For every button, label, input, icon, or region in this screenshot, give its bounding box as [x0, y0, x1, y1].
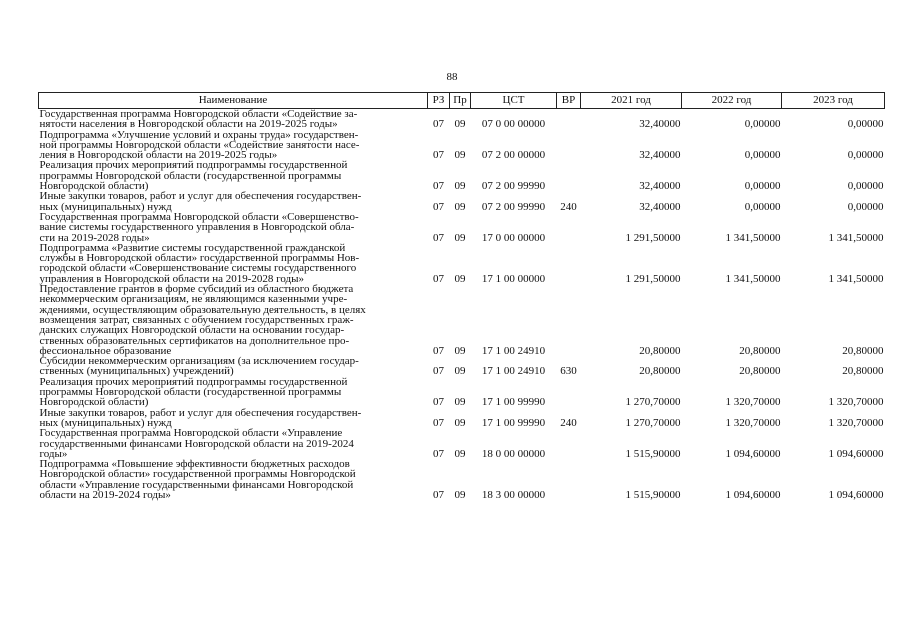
cell-rz: 07	[433, 231, 444, 244]
cell-y2021: 1 291,50000	[625, 231, 681, 244]
header-vr: ВР	[557, 93, 581, 109]
cell-y2021: 1 270,70000	[625, 396, 681, 409]
cell-vr: 240	[560, 416, 577, 429]
cell-vr: 630	[560, 365, 577, 378]
cell-name: Реализация прочих мероприятий подпрограммы государственной программы Новгородской области (государственной программы Новгородской области)	[39, 375, 348, 409]
cell-pr: 09	[454, 231, 466, 244]
cell-cst: 07 2 00 99990	[481, 200, 546, 213]
cell-rz: 07	[433, 365, 444, 378]
cell-name: Предоставление грантов в форме субсидий из областного бюджета некоммерческим организациям, не являющимся казенными учре- ждениями, осуществляющим образовательную деятельность, в целях возмещения затрат, связанных с обучением государственных граж- данских служащих Новгородской области на основании государ- ственных образовательных сертификатов на дополнительное про- фессиональное образование	[39, 283, 366, 357]
cell-name: Подпрограмма «Улучшение условий и охраны труда» государствен- ной программы Новгородской области «Содействие занятости насе- ления в Новгородской области на 2019-2025 годы»	[39, 128, 360, 162]
cell-y2022: 1 094,60000	[725, 488, 781, 501]
table-header-row	[39, 93, 885, 109]
cell-pr: 09	[454, 396, 466, 409]
cell-cst: 17 1 00 99990	[481, 416, 546, 429]
cell-name: Иные закупки товаров, работ и услуг для обеспечения государствен- ных (муниципальных) нужд	[39, 406, 362, 429]
cell-y2021: 20,80000	[639, 344, 681, 357]
cell-cst: 17 1 00 24910	[481, 365, 546, 378]
table-row	[39, 356, 885, 377]
cell-pr: 09	[454, 447, 466, 460]
cell-y2022: 1 341,50000	[725, 272, 781, 285]
header-pr: Пр	[450, 93, 471, 109]
cell-y2021: 1 515,90000	[625, 447, 681, 460]
cell-vr	[557, 130, 581, 161]
cell-pr: 09	[454, 200, 466, 213]
cell-y2021: 20,80000	[639, 365, 681, 378]
cell-vr	[557, 377, 581, 408]
cell-cst: 17 1 00 99990	[481, 396, 546, 409]
table-row	[39, 109, 885, 130]
cell-vr	[557, 428, 581, 459]
cell-cst: 17 1 00 24910	[481, 344, 546, 357]
cell-y2022: 1 341,50000	[725, 231, 781, 244]
cell-y2023: 0,00000	[847, 149, 884, 162]
cell-rz: 07	[433, 447, 444, 460]
header-2023: 2023 год	[782, 93, 885, 109]
cell-y2021: 32,40000	[639, 118, 681, 131]
cell-y2022: 20,80000	[739, 365, 781, 378]
cell-y2022: 1 320,70000	[725, 416, 781, 429]
cell-rz: 07	[433, 118, 444, 131]
table-row	[39, 243, 885, 284]
cell-pr: 09	[454, 488, 466, 501]
table-row	[39, 459, 885, 500]
table-row	[39, 160, 885, 191]
header-name: Наименование	[39, 93, 428, 109]
cell-y2023: 0,00000	[847, 200, 884, 213]
cell-cst: 07 2 00 00000	[481, 149, 546, 162]
cell-y2022: 0,00000	[744, 200, 781, 213]
cell-name: Государственная программа Новгородской области «Содействие за- нятости населения в Новгородской области на 2019-2025 годы»	[39, 108, 358, 131]
cell-cst: 17 1 00 00000	[481, 272, 546, 285]
cell-rz: 07	[433, 344, 444, 357]
cell-name: Иные закупки товаров, работ и услуг для обеспечения государствен- ных (муниципальных) нужд	[39, 190, 362, 213]
cell-vr	[557, 243, 581, 284]
cell-pr: 09	[454, 344, 466, 357]
cell-y2021: 1 291,50000	[625, 272, 681, 285]
cell-cst: 07 0 00 00000	[481, 118, 546, 131]
cell-pr: 09	[454, 180, 466, 193]
cell-vr	[557, 212, 581, 243]
cell-cst: 17 0 00 00000	[481, 231, 546, 244]
cell-y2021: 1 270,70000	[625, 416, 681, 429]
cell-y2021: 32,40000	[639, 200, 681, 213]
cell-y2022: 0,00000	[744, 149, 781, 162]
header-rz: РЗ	[428, 93, 450, 109]
cell-pr: 09	[454, 272, 466, 285]
cell-y2022: 1 320,70000	[725, 396, 781, 409]
cell-y2023: 1 320,70000	[828, 416, 884, 429]
cell-rz: 07	[433, 272, 444, 285]
table-row	[39, 130, 885, 161]
cell-y2021: 32,40000	[639, 180, 681, 193]
cell-y2023: 0,00000	[847, 180, 884, 193]
cell-y2023: 1 341,50000	[828, 272, 884, 285]
cell-y2023: 1 320,70000	[828, 396, 884, 409]
cell-y2022: 0,00000	[744, 180, 781, 193]
cell-vr	[557, 160, 581, 191]
cell-name: Государственная программа Новгородской области «Совершенство- вание системы государственного управления в Новгородской обла- сти на 2019-2028 годы»	[39, 210, 359, 244]
cell-y2022: 20,80000	[739, 344, 781, 357]
cell-y2023: 1 094,60000	[828, 447, 884, 460]
cell-y2023: 1 094,60000	[828, 488, 884, 501]
header-cst: ЦСТ	[471, 93, 557, 109]
budget-table	[38, 92, 885, 500]
cell-vr: 240	[560, 200, 577, 213]
header-2022: 2022 год	[682, 93, 782, 109]
table-row	[39, 408, 885, 429]
cell-rz: 07	[433, 396, 444, 409]
table-body	[39, 109, 885, 501]
cell-pr: 09	[454, 365, 466, 378]
cell-vr	[557, 459, 581, 500]
cell-y2021: 32,40000	[639, 149, 681, 162]
cell-rz: 07	[433, 180, 444, 193]
cell-y2021: 1 515,90000	[625, 488, 681, 501]
cell-name: Государственная программа Новгородской области «Управление государственными финансами Новгородской области на 2019-2024 годы»	[39, 427, 354, 460]
cell-y2022: 1 094,60000	[725, 447, 781, 460]
cell-y2023: 0,00000	[847, 118, 884, 131]
cell-name: Подпрограмма «Развитие системы государственной гражданской службы в Новгородской области» государственной программы Нов- городской области «Совершенствование системы государственного управления в Новгородской области на 2019-2028 годы»	[39, 241, 360, 285]
cell-rz: 07	[433, 200, 444, 213]
cell-pr: 09	[454, 416, 466, 429]
cell-name: Реализация прочих мероприятий подпрограммы государственной программы Новгородской области (государственной программы Новгородской области)	[39, 159, 348, 193]
cell-vr	[557, 109, 581, 130]
cell-pr: 09	[454, 118, 466, 131]
cell-y2022: 0,00000	[744, 118, 781, 131]
cell-cst: 07 2 00 99990	[481, 180, 546, 193]
cell-y2023: 20,80000	[842, 344, 884, 357]
table-row	[39, 212, 885, 243]
table-row	[39, 377, 885, 408]
cell-cst: 18 3 00 00000	[481, 488, 546, 501]
cell-y2023: 20,80000	[842, 365, 884, 378]
cell-rz: 07	[433, 149, 444, 162]
cell-name: Субсидии некоммерческим организациям (за исключением государ- ственных (муниципальных) учреждений)	[39, 355, 359, 378]
cell-name: Подпрограмма «Повышение эффективности бюджетных расходов Новгородской области» государственной программы Новгородской области «Управление государственными финансами Новгородской области на 2019-2024 годы»	[39, 458, 356, 501]
header-2021: 2021 год	[581, 93, 682, 109]
table-row	[39, 284, 885, 356]
cell-pr: 09	[454, 149, 466, 162]
cell-y2023: 1 341,50000	[828, 231, 884, 244]
table-row	[39, 428, 885, 459]
page-number: 88	[446, 71, 458, 83]
cell-vr	[557, 284, 581, 356]
table-row	[39, 191, 885, 212]
cell-cst: 18 0 00 00000	[481, 447, 546, 460]
cell-rz: 07	[433, 416, 444, 429]
cell-rz: 07	[433, 488, 444, 501]
